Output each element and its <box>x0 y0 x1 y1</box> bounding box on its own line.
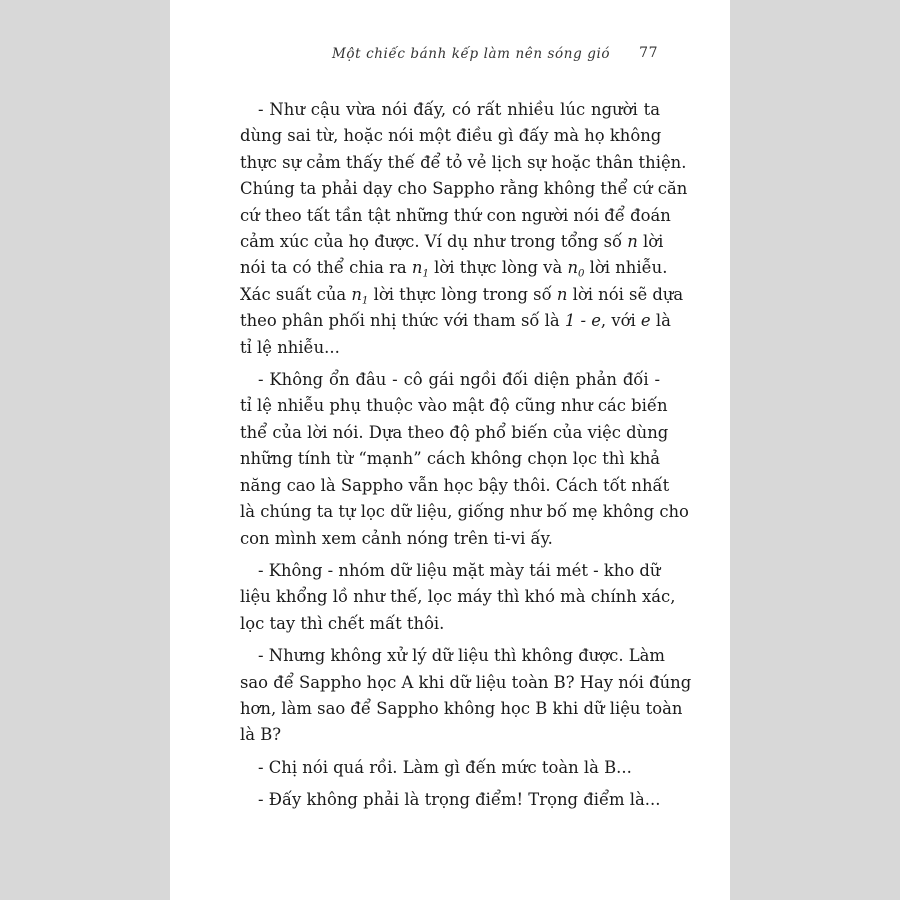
right-background-margin <box>730 0 900 900</box>
subscript: 0 <box>578 268 585 280</box>
text-line: thể của lời nói. Dựa theo độ phổ biến của việc dùng <box>240 422 669 442</box>
text-line: theo phân phối nhị thức với tham số là 1 - e, với e là <box>240 311 671 331</box>
text-line: dùng sai từ, hoặc nói một điều gì đấy mà họ không <box>240 126 662 146</box>
expression: 1 - e <box>564 311 601 331</box>
variable-n: n <box>351 284 362 304</box>
page-number: 77 <box>639 45 658 61</box>
variable-n: n <box>411 258 423 278</box>
variable-n: n <box>567 258 578 278</box>
text-line: những tính từ “mạnh” cách không chọn lọc thì khả <box>240 449 661 469</box>
text-line: tỉ lệ nhiễu phụ thuộc vào mật độ cũng như các biến <box>240 396 668 416</box>
text-line: thực sự cảm thấy thế để tỏ vẻ lịch sự hoặc thân thiện. <box>240 152 687 172</box>
subscript: 1 <box>361 295 369 307</box>
running-header <box>170 46 730 68</box>
variable-e: e <box>640 311 651 331</box>
paragraph <box>240 755 660 781</box>
text-line: - Chị nói quá rồi. Làm gì đến mức toàn là B... <box>258 757 632 777</box>
variable-n: n <box>556 284 568 304</box>
paragraph <box>240 643 692 749</box>
subscript: 1 <box>422 268 429 280</box>
text-line: hơn, làm sao để Sappho không học B khi dữ liệu toàn <box>240 698 683 718</box>
text-line: con mình xem cảnh nóng trên ti-vi ấy. <box>240 528 553 548</box>
body-text <box>240 97 692 820</box>
text-line: Xác suất của $n_1$ lời thực lòng trong số n lời nói sẽ dựa <box>240 284 684 307</box>
text-line: - Đấy không phải là trọng điểm! Trọng điểm là... <box>258 790 661 810</box>
text-line: cứ theo tất tần tật những thứ con người nói để đoán <box>240 205 671 225</box>
text-line: tỉ lệ nhiễu... <box>240 337 340 357</box>
paragraph <box>240 787 660 813</box>
book-page <box>170 0 730 900</box>
text-line: Chúng ta phải dạy cho Sappho rằng không thể cứ căn <box>240 179 688 199</box>
running-title: Một chiếc bánh kếp làm nên sóng gió <box>332 46 611 62</box>
text-line: nói ta có thể chia ra $n_1$ lời thực lòng và $n_0$ lời nhiễu. <box>240 258 668 280</box>
text-line: cảm xúc của họ được. Ví dụ như trong tổng số n lời <box>240 232 664 252</box>
text-line: - Nhưng không xử lý dữ liệu thì không được. Làm <box>258 646 665 666</box>
paragraph <box>240 97 688 361</box>
text-line: lọc tay thì chết mất thôi. <box>240 613 445 633</box>
text-line: - Không - nhóm dữ liệu mặt mày tái mét - kho dữ <box>258 560 661 580</box>
text-line: năng cao là Sappho vẫn học bậy thôi. Cách tốt nhất <box>240 475 670 495</box>
text-line: là B? <box>240 725 282 745</box>
variable-n: n <box>627 232 638 252</box>
left-background-margin <box>0 0 170 900</box>
text-line: - Như cậu vừa nói đấy, có rất nhiều lúc người ta <box>258 100 660 119</box>
text-line: - Không ổn đâu - cô gái ngồi đối diện phản đối - <box>258 370 660 390</box>
text-line: là chúng ta tự lọc dữ liệu, giống như bố mẹ không cho <box>240 502 689 522</box>
text-line: sao để Sappho học A khi dữ liệu toàn B? Hay nói đúng <box>240 672 692 692</box>
paragraph <box>240 558 676 637</box>
paragraph <box>240 367 689 552</box>
text-line: liệu khổng lồ như thế, lọc máy thì khó mà chính xác, <box>240 587 676 607</box>
